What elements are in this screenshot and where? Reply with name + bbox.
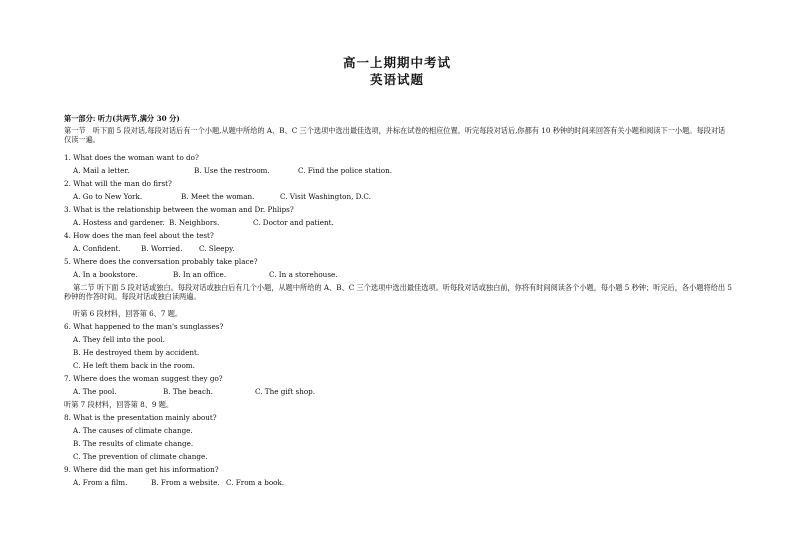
- options-3: [73, 218, 753, 227]
- options-5: [73, 270, 753, 279]
- question-1: 1. What does the woman want to do?: [64, 153, 199, 162]
- text-7-instruction: 听第 7 段材料，回答第 8、9 题。: [64, 400, 174, 409]
- question-9: 9. Where did the man get his information?: [64, 465, 219, 474]
- question-4: 4. How does the man feel about the test?: [64, 231, 214, 240]
- option-a: A. The pool.: [73, 387, 117, 396]
- option-a: A. From a film.: [73, 478, 128, 487]
- page-title: 高一上期期中考试: [342, 55, 451, 70]
- option-a: A. They fell into the pool.: [73, 335, 165, 344]
- section2-instructions: 第二节 听下面 5 段对话或独白。每段对话或独白后有几个小题，从题中所给的 A、B、C 三个选项中选出最佳选项。听每段对话或独白前，你将有时间阅读各个小题，每小题 5 秒钟；听完后，各小题将给出 5 秒钟的作答时间。每段对话或独白读两遍。: [64, 283, 732, 301]
- options-1: [73, 166, 753, 175]
- option-a: A. Go to New York.: [73, 192, 143, 201]
- question-8: 8. What is the presentation mainly about?: [64, 413, 217, 422]
- options-2: [73, 192, 753, 201]
- question-2: 2. What will the man do first?: [64, 179, 172, 188]
- option-c: C. Find the police station.: [298, 166, 393, 175]
- options-4: [73, 244, 753, 253]
- option-b: B. Neighbors.: [169, 218, 220, 227]
- option-c: C. The gift shop.: [255, 387, 316, 396]
- option-c: C. From a book.: [226, 478, 285, 487]
- question-6: 6. What happened to the man's sunglasses?: [64, 322, 224, 331]
- page-subtitle: 英语试题: [369, 72, 424, 87]
- option-c: C. Doctor and patient.: [253, 218, 334, 227]
- question-5: 5. Where does the conversation probably take place?: [64, 257, 258, 266]
- option-b: B. The results of climate change.: [73, 439, 194, 448]
- question-3: 3. What is the relationship between the woman and Dr. Phlips?: [64, 205, 294, 214]
- options-7: [73, 387, 753, 396]
- option-b: B. In an office.: [173, 270, 227, 279]
- option-c: C. Visit Washington, D.C.: [280, 192, 371, 201]
- text-6-instruction: 听第 6 段材料，回答第 6、7 题。: [73, 309, 183, 318]
- option-a: A. Confident.: [73, 244, 121, 253]
- option-a: A. Hostess and gardener.: [73, 218, 165, 227]
- option-b: B. Meet the woman.: [181, 192, 255, 201]
- part1-heading: 第一部分: 听力(共两节,满分 30 分): [64, 114, 180, 123]
- option-c: C. Sleepy.: [199, 244, 235, 253]
- section1-instructions: 第一节 听下面 5 段对话,每段对话后有一个小题,从题中所给的 A、B、C 三个选项中选出最佳选项，并标在试卷的相应位置。听完每段对话后,你都有 10 秒钟的时间来回答有关小题和阅读下一小题。每段对话仅读一遍。: [64, 126, 726, 144]
- option-b: B. He destroyed them by accident.: [73, 348, 200, 357]
- question-7: 7. Where does the woman suggest they go?: [64, 374, 223, 383]
- option-b: B. Use the restroom.: [194, 166, 270, 175]
- option-a: A. Mail a letter.: [73, 166, 130, 175]
- option-b: B. The beach.: [163, 387, 213, 396]
- option-b: B. From a website.: [151, 478, 220, 487]
- option-a: A. In a bookstore.: [73, 270, 138, 279]
- option-c: C. In a storehouse.: [269, 270, 338, 279]
- option-c: C. The prevention of climate change.: [73, 452, 208, 461]
- option-a: A. The causes of climate change.: [73, 426, 193, 435]
- options-9: [73, 478, 753, 487]
- option-b: B. Worried.: [141, 244, 183, 253]
- option-c: C. He left them back in the room.: [73, 361, 195, 370]
